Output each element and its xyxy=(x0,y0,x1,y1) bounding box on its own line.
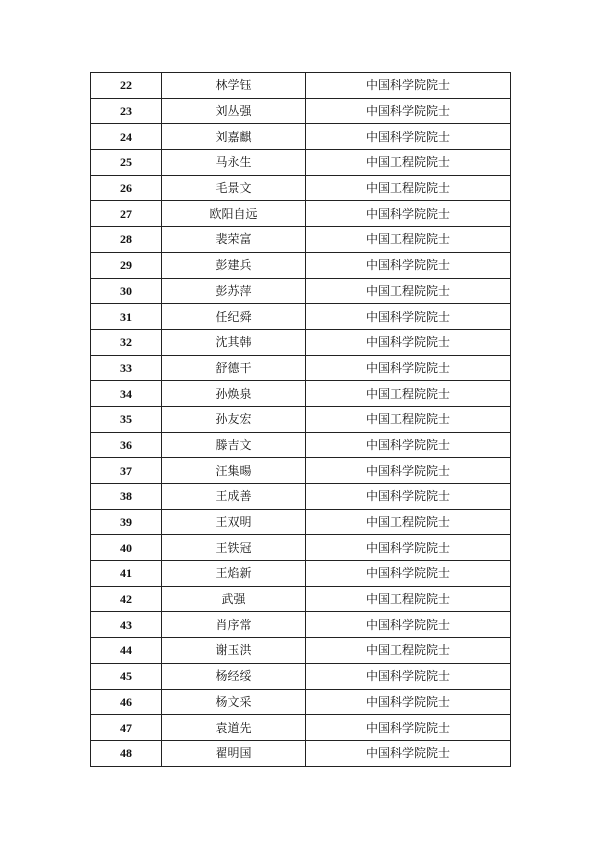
row-number: 31 xyxy=(91,304,162,330)
table-row xyxy=(91,509,511,535)
table-row xyxy=(91,329,511,355)
member-name: 王双明 xyxy=(162,509,306,535)
table-row xyxy=(91,406,511,432)
member-title: 中国工程院院士 xyxy=(306,278,511,304)
member-title: 中国科学院院士 xyxy=(306,740,511,766)
table-body xyxy=(91,73,511,767)
member-title: 中国科学院院士 xyxy=(306,124,511,150)
member-name: 欧阳自远 xyxy=(162,201,306,227)
table-row xyxy=(91,612,511,638)
member-name: 翟明国 xyxy=(162,740,306,766)
member-title: 中国科学院院士 xyxy=(306,715,511,741)
member-name: 肖序常 xyxy=(162,612,306,638)
row-number: 34 xyxy=(91,381,162,407)
member-title: 中国科学院院士 xyxy=(306,561,511,587)
member-name: 彭建兵 xyxy=(162,252,306,278)
table-row xyxy=(91,98,511,124)
member-name: 毛景文 xyxy=(162,175,306,201)
table-row xyxy=(91,150,511,176)
row-number: 44 xyxy=(91,638,162,664)
member-title: 中国科学院院士 xyxy=(306,458,511,484)
member-name: 杨经绥 xyxy=(162,663,306,689)
row-number: 28 xyxy=(91,227,162,253)
member-title: 中国工程院院士 xyxy=(306,586,511,612)
table-row xyxy=(91,381,511,407)
row-number: 27 xyxy=(91,201,162,227)
table-row xyxy=(91,458,511,484)
member-name: 任纪舜 xyxy=(162,304,306,330)
member-title: 中国科学院院士 xyxy=(306,355,511,381)
table-row xyxy=(91,252,511,278)
row-number: 38 xyxy=(91,484,162,510)
table-row xyxy=(91,740,511,766)
member-title: 中国科学院院士 xyxy=(306,689,511,715)
member-name: 孙焕泉 xyxy=(162,381,306,407)
member-title: 中国科学院院士 xyxy=(306,484,511,510)
row-number: 42 xyxy=(91,586,162,612)
member-title: 中国工程院院士 xyxy=(306,638,511,664)
table-row xyxy=(91,663,511,689)
member-title: 中国科学院院士 xyxy=(306,201,511,227)
member-name: 舒德干 xyxy=(162,355,306,381)
member-name: 刘丛强 xyxy=(162,98,306,124)
academician-table xyxy=(90,72,511,767)
row-number: 33 xyxy=(91,355,162,381)
table-row xyxy=(91,432,511,458)
member-title: 中国科学院院士 xyxy=(306,663,511,689)
row-number: 35 xyxy=(91,406,162,432)
member-title: 中国工程院院士 xyxy=(306,381,511,407)
table-row xyxy=(91,484,511,510)
row-number: 40 xyxy=(91,535,162,561)
table-row xyxy=(91,715,511,741)
row-number: 47 xyxy=(91,715,162,741)
table-row xyxy=(91,175,511,201)
table-row xyxy=(91,638,511,664)
row-number: 25 xyxy=(91,150,162,176)
table-row xyxy=(91,561,511,587)
member-name: 彭苏萍 xyxy=(162,278,306,304)
table-row xyxy=(91,227,511,253)
member-name: 杨文采 xyxy=(162,689,306,715)
member-name: 沈其韩 xyxy=(162,329,306,355)
member-name: 滕吉文 xyxy=(162,432,306,458)
table-row xyxy=(91,73,511,99)
member-name: 林学钰 xyxy=(162,73,306,99)
member-title: 中国科学院院士 xyxy=(306,612,511,638)
member-name: 武强 xyxy=(162,586,306,612)
member-name: 裴荣富 xyxy=(162,227,306,253)
member-name: 刘嘉麒 xyxy=(162,124,306,150)
member-title: 中国科学院院士 xyxy=(306,98,511,124)
row-number: 45 xyxy=(91,663,162,689)
table-row xyxy=(91,278,511,304)
member-title: 中国科学院院士 xyxy=(306,432,511,458)
member-title: 中国工程院院士 xyxy=(306,509,511,535)
table-row xyxy=(91,355,511,381)
member-title: 中国工程院院士 xyxy=(306,175,511,201)
row-number: 24 xyxy=(91,124,162,150)
member-name: 汪集暘 xyxy=(162,458,306,484)
member-name: 袁道先 xyxy=(162,715,306,741)
row-number: 30 xyxy=(91,278,162,304)
table-row xyxy=(91,124,511,150)
row-number: 26 xyxy=(91,175,162,201)
row-number: 22 xyxy=(91,73,162,99)
member-title: 中国科学院院士 xyxy=(306,329,511,355)
member-title: 中国工程院院士 xyxy=(306,150,511,176)
member-title: 中国科学院院士 xyxy=(306,535,511,561)
member-name: 王成善 xyxy=(162,484,306,510)
member-name: 谢玉洪 xyxy=(162,638,306,664)
row-number: 43 xyxy=(91,612,162,638)
member-name: 马永生 xyxy=(162,150,306,176)
member-title: 中国科学院院士 xyxy=(306,304,511,330)
table-row xyxy=(91,535,511,561)
row-number: 37 xyxy=(91,458,162,484)
member-title: 中国工程院院士 xyxy=(306,227,511,253)
row-number: 32 xyxy=(91,329,162,355)
member-name: 王焰新 xyxy=(162,561,306,587)
row-number: 29 xyxy=(91,252,162,278)
row-number: 48 xyxy=(91,740,162,766)
member-title: 中国工程院院士 xyxy=(306,406,511,432)
table-row xyxy=(91,586,511,612)
table-row xyxy=(91,304,511,330)
member-title: 中国科学院院士 xyxy=(306,73,511,99)
row-number: 41 xyxy=(91,561,162,587)
member-name: 孙友宏 xyxy=(162,406,306,432)
row-number: 23 xyxy=(91,98,162,124)
row-number: 36 xyxy=(91,432,162,458)
row-number: 39 xyxy=(91,509,162,535)
row-number: 46 xyxy=(91,689,162,715)
table-row xyxy=(91,689,511,715)
table-row xyxy=(91,201,511,227)
member-title: 中国科学院院士 xyxy=(306,252,511,278)
member-name: 王铁冠 xyxy=(162,535,306,561)
